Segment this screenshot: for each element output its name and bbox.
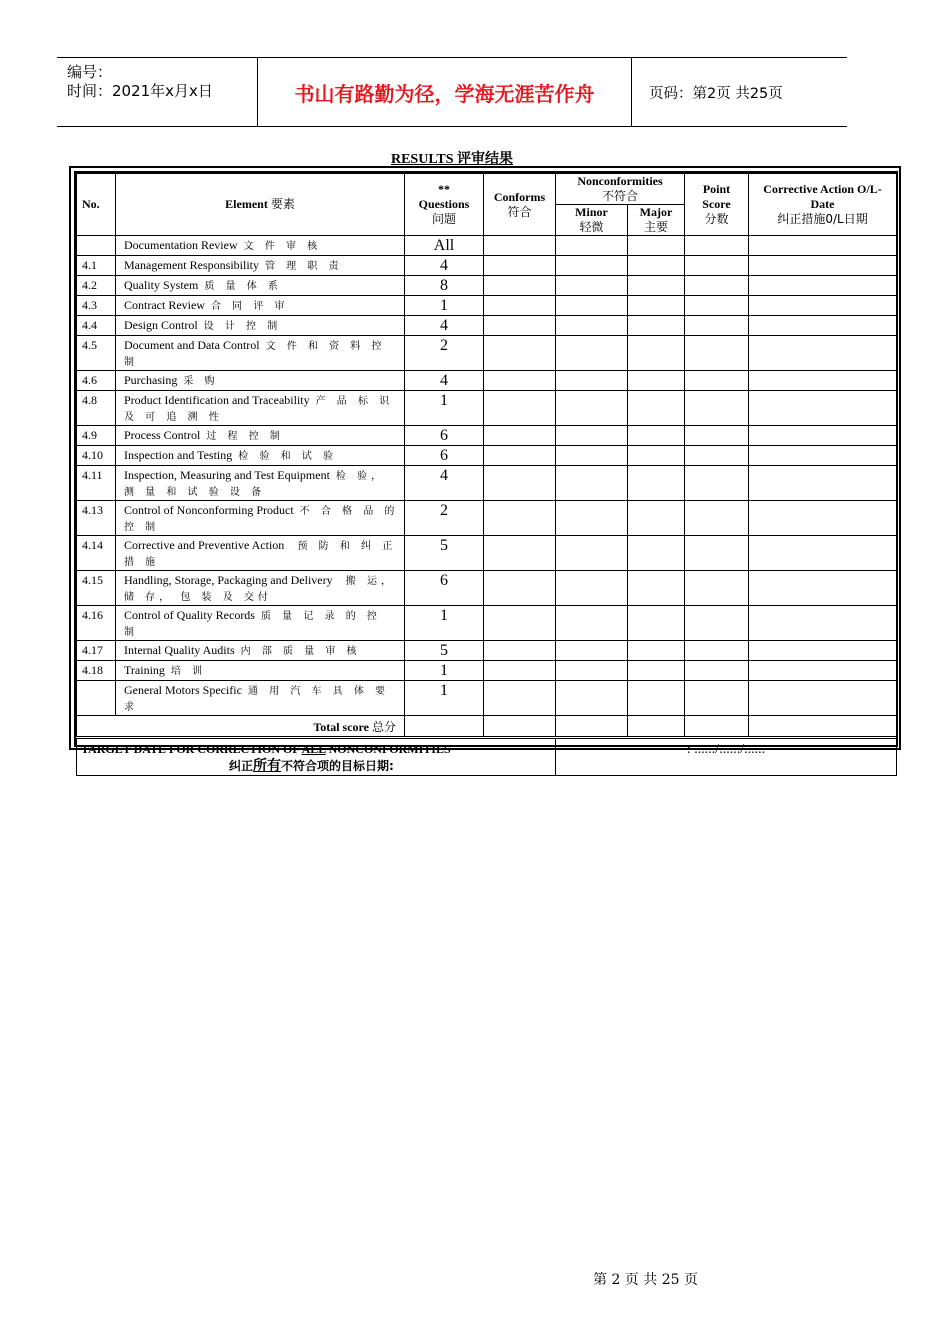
row-conforms[interactable] [484, 391, 556, 426]
table-row [77, 501, 897, 536]
row-corrective-action[interactable] [749, 426, 897, 446]
table-row [77, 571, 897, 606]
row-point-score[interactable] [685, 606, 749, 641]
row-major[interactable] [628, 606, 685, 641]
row-conforms[interactable] [484, 371, 556, 391]
row-number: 4.14 [77, 536, 116, 571]
results-title: RESULTS 评审结果 [390, 152, 514, 167]
row-major[interactable] [628, 571, 685, 606]
row-number: 4.4 [77, 316, 116, 336]
row-number: 4.13 [77, 501, 116, 536]
page-header [57, 57, 847, 127]
page-footer: 第 2 页 共 25 页 [593, 1272, 698, 1288]
row-questions: 5 [405, 536, 484, 571]
table-row [77, 391, 897, 426]
col-header-conforms: Conforms 符合 [484, 174, 556, 236]
row-corrective-action[interactable] [749, 391, 897, 426]
row-major[interactable] [628, 236, 685, 256]
row-point-score[interactable] [685, 681, 749, 716]
row-major[interactable] [628, 681, 685, 716]
row-minor[interactable] [556, 661, 628, 681]
row-conforms[interactable] [484, 276, 556, 296]
row-point-score[interactable] [685, 571, 749, 606]
row-number: 4.17 [77, 641, 116, 661]
total-conforms[interactable] [484, 716, 556, 738]
row-conforms[interactable] [484, 256, 556, 276]
row-questions: 1 [405, 296, 484, 316]
row-conforms[interactable] [484, 661, 556, 681]
col-header-nonconformities: Nonconformities 不符合 [556, 174, 685, 205]
row-element: Purchasing 采 购 [116, 371, 405, 391]
row-questions: 1 [405, 391, 484, 426]
row-point-score[interactable] [685, 236, 749, 256]
row-questions: 6 [405, 426, 484, 446]
table-row [77, 641, 897, 661]
row-conforms[interactable] [484, 446, 556, 466]
row-conforms[interactable] [484, 571, 556, 606]
row-minor[interactable] [556, 446, 628, 466]
row-questions: 2 [405, 336, 484, 371]
row-minor[interactable] [556, 466, 628, 501]
row-questions: 8 [405, 276, 484, 296]
row-point-score[interactable] [685, 446, 749, 466]
row-minor[interactable] [556, 256, 628, 276]
table-row [77, 536, 897, 571]
row-point-score[interactable] [685, 336, 749, 371]
target-date-label: TARGET DATE FOR CORRECTION OF ALL NONCONFORMITIES 纠正所有不符合项的目标日期: [77, 738, 556, 776]
row-questions: 5 [405, 641, 484, 661]
row-corrective-action[interactable] [749, 466, 897, 501]
row-element: Inspection, Measuring and Test Equipment 检 验， 测 量 和 试 验 设 备 [116, 466, 405, 501]
row-corrective-action[interactable] [749, 536, 897, 571]
row-major[interactable] [628, 391, 685, 426]
row-corrective-action[interactable] [749, 236, 897, 256]
row-number: 4.8 [77, 391, 116, 426]
row-conforms[interactable] [484, 536, 556, 571]
row-corrective-action[interactable] [749, 501, 897, 536]
row-major[interactable] [628, 446, 685, 466]
row-minor[interactable] [556, 501, 628, 536]
col-header-minor: Minor 轻微 [556, 205, 628, 236]
row-corrective-action[interactable] [749, 661, 897, 681]
row-minor[interactable] [556, 536, 628, 571]
row-major[interactable] [628, 661, 685, 681]
row-point-score[interactable] [685, 391, 749, 426]
row-element: Design Control 设 计 控 制 [116, 316, 405, 336]
row-corrective-action[interactable] [749, 296, 897, 316]
row-point-score[interactable] [685, 466, 749, 501]
row-minor[interactable] [556, 336, 628, 371]
row-element: Training 培 训 [116, 661, 405, 681]
table-row [77, 426, 897, 446]
row-conforms[interactable] [484, 501, 556, 536]
row-conforms[interactable] [484, 296, 556, 316]
row-point-score[interactable] [685, 426, 749, 446]
col-header-major: Major 主要 [628, 205, 685, 236]
total-score-label: Total score 总分 [77, 716, 405, 738]
target-date-row [77, 738, 897, 776]
row-element: Corrective and Preventive Action 预 防 和 纠 正 措 施 [116, 536, 405, 571]
row-major[interactable] [628, 466, 685, 501]
row-corrective-action[interactable] [749, 371, 897, 391]
row-major[interactable] [628, 276, 685, 296]
row-element: Control of Nonconforming Product 不 合 格 品 的 控 制 [116, 501, 405, 536]
time-label: 时间：2021年x月x日 [67, 82, 213, 100]
header-row-1 [77, 174, 897, 205]
row-element: Documentation Review 文 件 审 核 [116, 236, 405, 256]
target-date-value[interactable]: : ....../....../...... [556, 738, 897, 776]
row-point-score[interactable] [685, 256, 749, 276]
number-label: 编号： [67, 63, 113, 81]
row-questions: 2 [405, 501, 484, 536]
row-corrective-action[interactable] [749, 256, 897, 276]
row-number: 4.6 [77, 371, 116, 391]
row-major[interactable] [628, 501, 685, 536]
table-row [77, 296, 897, 316]
row-corrective-action[interactable] [749, 446, 897, 466]
row-conforms[interactable] [484, 641, 556, 661]
row-point-score[interactable] [685, 296, 749, 316]
row-number: 4.5 [77, 336, 116, 371]
col-header-point-score: Point Score 分数 [685, 174, 749, 236]
row-major[interactable] [628, 296, 685, 316]
row-number: 4.1 [77, 256, 116, 276]
row-minor[interactable] [556, 316, 628, 336]
row-minor[interactable] [556, 681, 628, 716]
page-number-label: 页码：第2页 共25页 [649, 85, 783, 102]
table-row [77, 466, 897, 501]
total-major[interactable] [628, 716, 685, 738]
row-element: Product Identification and Traceability 产 品 标 识 及 可 追 溯 性 [116, 391, 405, 426]
row-conforms[interactable] [484, 316, 556, 336]
row-element: Quality System 质 量 体 系 [116, 276, 405, 296]
row-questions: All [405, 236, 484, 256]
row-corrective-action[interactable] [749, 336, 897, 371]
row-conforms[interactable] [484, 336, 556, 371]
row-point-score[interactable] [685, 316, 749, 336]
row-minor[interactable] [556, 276, 628, 296]
row-corrective-action[interactable] [749, 276, 897, 296]
row-corrective-action[interactable] [749, 316, 897, 336]
row-major[interactable] [628, 256, 685, 276]
row-questions: 6 [405, 446, 484, 466]
row-corrective-action[interactable] [749, 571, 897, 606]
total-point-score[interactable] [685, 716, 749, 738]
row-point-score[interactable] [685, 501, 749, 536]
row-element: Internal Quality Audits 内 部 质 量 审 核 [116, 641, 405, 661]
row-major[interactable] [628, 536, 685, 571]
row-point-score[interactable] [685, 536, 749, 571]
total-corrective-action[interactable] [749, 716, 897, 738]
row-number: 4.11 [77, 466, 116, 501]
row-minor[interactable] [556, 236, 628, 256]
row-minor[interactable] [556, 571, 628, 606]
row-questions: 1 [405, 606, 484, 641]
row-element: Handling, Storage, Packaging and Delivery 搬 运， 储 存， 包 装 及 交付 [116, 571, 405, 606]
row-conforms[interactable] [484, 236, 556, 256]
table-row [77, 336, 897, 371]
col-header-element: Element 要素 [116, 174, 405, 236]
header-slogan: 书山有路勤为径，学海无涯苦作舟 [258, 58, 632, 126]
row-element: Document and Data Control 文 件 和 资 料 控 制 [116, 336, 405, 371]
row-conforms[interactable] [484, 466, 556, 501]
row-number: 4.16 [77, 606, 116, 641]
row-major[interactable] [628, 426, 685, 446]
table-row [77, 446, 897, 466]
table-row [77, 661, 897, 681]
row-element: Process Control 过 程 控 制 [116, 426, 405, 446]
col-header-questions: ** Questions 问题 [405, 174, 484, 236]
row-questions: 6 [405, 571, 484, 606]
row-number: 4.18 [77, 661, 116, 681]
row-point-score[interactable] [685, 276, 749, 296]
row-major[interactable] [628, 316, 685, 336]
table-row [77, 236, 897, 256]
row-minor[interactable] [556, 641, 628, 661]
row-minor[interactable] [556, 391, 628, 426]
col-header-no: No. [77, 174, 116, 236]
row-minor[interactable] [556, 606, 628, 641]
row-questions: 4 [405, 256, 484, 276]
row-element: General Motors Specific 通 用 汽 车 具 体 要 求 [116, 681, 405, 716]
results-table [76, 173, 897, 776]
row-questions: 1 [405, 661, 484, 681]
table-row [77, 681, 897, 716]
row-element: Control of Quality Records 质 量 记 录 的 控 制 [116, 606, 405, 641]
header-meta-cell [57, 58, 258, 126]
table-row [77, 606, 897, 641]
row-conforms[interactable] [484, 426, 556, 446]
col-header-corrective-action: Corrective Action O/L- Date 纠正措施0/L日期 [749, 174, 897, 236]
row-minor[interactable] [556, 296, 628, 316]
table-row [77, 371, 897, 391]
table-row [77, 276, 897, 296]
row-conforms[interactable] [484, 681, 556, 716]
row-number [77, 236, 116, 256]
table-row [77, 316, 897, 336]
row-corrective-action[interactable] [749, 606, 897, 641]
row-number: 4.9 [77, 426, 116, 446]
row-conforms[interactable] [484, 606, 556, 641]
row-questions: 4 [405, 371, 484, 391]
row-element: Contract Review 合 同 评 审 [116, 296, 405, 316]
header-page-number [640, 58, 847, 126]
row-element: Management Responsibility 管 理 职 责 [116, 256, 405, 276]
row-point-score[interactable] [685, 371, 749, 391]
row-major[interactable] [628, 641, 685, 661]
row-questions: 4 [405, 316, 484, 336]
total-minor[interactable] [556, 716, 628, 738]
row-number [77, 681, 116, 716]
row-questions: 1 [405, 681, 484, 716]
row-minor[interactable] [556, 426, 628, 446]
row-number: 4.2 [77, 276, 116, 296]
row-number: 4.10 [77, 446, 116, 466]
row-major[interactable] [628, 336, 685, 371]
row-corrective-action[interactable] [749, 681, 897, 716]
row-questions: 4 [405, 466, 484, 501]
row-number: 4.3 [77, 296, 116, 316]
row-corrective-action[interactable] [749, 641, 897, 661]
table-row [77, 256, 897, 276]
row-minor[interactable] [556, 371, 628, 391]
row-point-score[interactable] [685, 661, 749, 681]
total-row [77, 716, 897, 738]
row-element: Inspection and Testing 检 验 和 试 验 [116, 446, 405, 466]
row-point-score[interactable] [685, 641, 749, 661]
row-number: 4.15 [77, 571, 116, 606]
row-major[interactable] [628, 371, 685, 391]
total-questions[interactable] [405, 716, 484, 738]
